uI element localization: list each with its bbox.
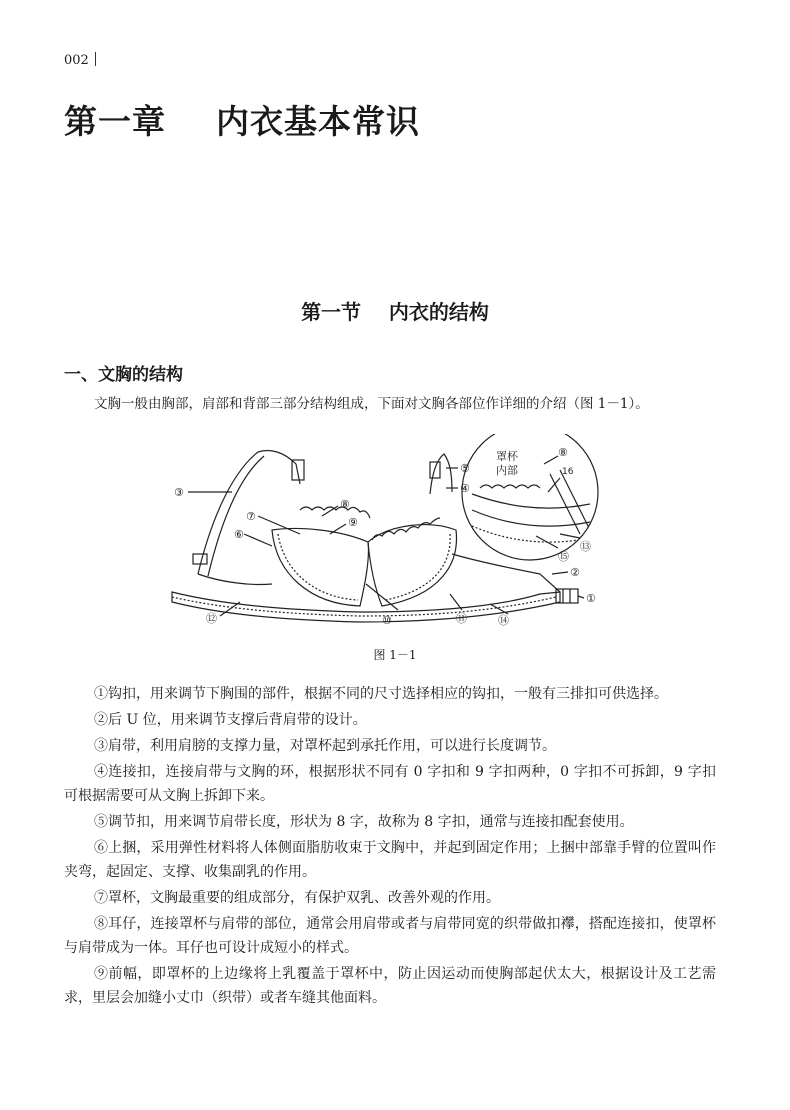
item-8: ⑧耳仔，连接罩杯与肩带的部位，通常会用肩带或者与肩带同宽的织带做扣襻，搭配连接扣，使罩杯与肩带成为一体。耳仔也可设计成短小的样式。 <box>64 916 716 956</box>
item-3: ③肩带，利用肩膀的支撑力量，对罩杯起到承托作用，可以进行长度调节。 <box>94 738 556 754</box>
callout-14: ⑭ <box>498 614 509 627</box>
callout-13: ⑬ <box>580 540 591 553</box>
page-number-divider <box>95 52 96 66</box>
callout-1: ① <box>586 592 596 605</box>
callout-8-inset: ⑧ <box>558 446 568 459</box>
callout-12: ⑫ <box>206 612 217 625</box>
intro-paragraph: 文胸一般由胸部，肩部和背部三部分结构组成，下面对文胸各部位作详细的介绍（图 1－1）。 <box>94 396 649 412</box>
callout-7: ⑦ <box>246 510 256 523</box>
callout-15: ⑮ <box>558 550 569 563</box>
item-6: ⑥上捆，采用弹性材料将人体侧面脂肪收束于文胸中，并起到固定作用；上捆中部靠手臂的位置叫作夹弯，起固定、支撑、收集副乳的作用。 <box>64 840 716 880</box>
page-number: 002 <box>64 52 96 68</box>
lace-left <box>300 507 370 518</box>
inset-label-line2: 内部 <box>496 464 518 477</box>
callout-8: ⑧ <box>340 498 350 511</box>
left-cup <box>272 529 368 607</box>
item-7: ⑦罩杯，文胸最重要的组成部分，有保护双乳、改善外观的作用。 <box>94 890 500 906</box>
callout-4: ④ <box>460 482 470 495</box>
item-list <box>64 682 716 1010</box>
callout-11: ⑪ <box>456 612 467 625</box>
callout-9: ⑨ <box>348 516 358 529</box>
callout-3: ③ <box>174 486 184 499</box>
inset-label-line1: 罩杯 <box>496 450 518 463</box>
subsection-title: 一、文胸的结构 <box>64 365 183 385</box>
item-5: ⑤调节扣，用来调节肩带长度，形状为 8 字，故称为 8 字扣，通常与连接扣配套使用。 <box>94 814 634 830</box>
bra-structure-figure <box>160 434 630 634</box>
callout-16: 16 <box>562 467 574 477</box>
lace-right <box>372 518 440 540</box>
callout-2: ② <box>570 566 580 579</box>
item-9: ⑨前幅，即罩杯的上边缘将上乳覆盖于罩杯中，防止因运动而使胸部起伏太大，根据设计及工艺需求，里层会加缝小丈巾（织带）或者车缝其他面料。 <box>64 966 716 1006</box>
item-2: ②后 U 位，用来调节支撑后背肩带的设计。 <box>94 712 367 728</box>
callout-10: ⑩ <box>382 614 392 627</box>
item-4: ④连接扣，连接肩带与文胸的环，根据形状不同有 0 字扣和 9 字扣两种，0 字扣不可拆卸，9 字扣可根据需要可从文胸上拆卸下来。 <box>64 764 716 804</box>
item-1: ①钩扣，用来调节下胸围的部件，根据不同的尺寸选择相应的钩扣，一般有三排扣可供选择。 <box>94 686 668 702</box>
chapter-title: 第一章 内衣基本常识 <box>64 102 420 141</box>
callout-5: ⑤ <box>460 462 470 475</box>
section-title: 第一节 内衣的结构 <box>301 300 489 324</box>
callout-6: ⑥ <box>234 528 244 541</box>
figure-caption: 图 1－1 <box>373 648 417 662</box>
